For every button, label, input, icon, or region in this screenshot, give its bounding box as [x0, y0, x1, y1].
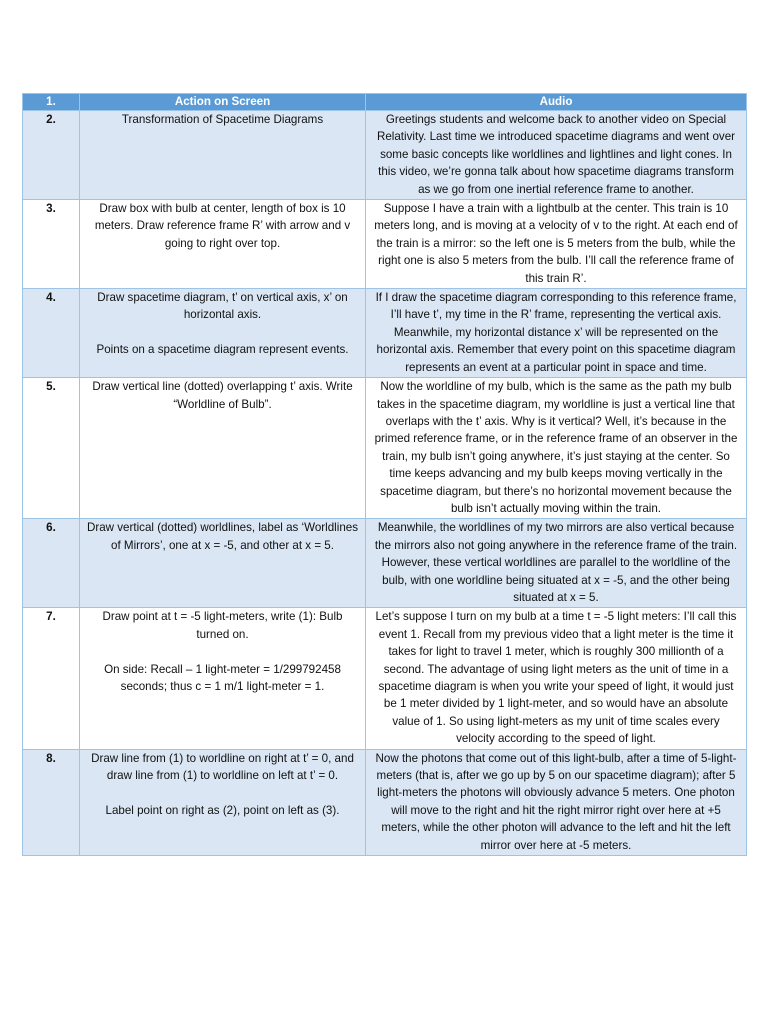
- action-text: Draw vertical line (dotted) overlapping t’ axis. Write “Worldline of Bulb”.: [92, 380, 353, 411]
- row-number: 8.: [23, 749, 80, 855]
- action-text: Draw vertical (dotted) worldlines, label as ‘Worldlines of Mirrors’, one at x = -5, and other at x = 5.: [86, 521, 359, 552]
- action-text: Draw point at t = -5 light-meters, write (1): Bulb turned on.: [102, 610, 343, 641]
- audio-cell: Suppose I have a train with a lightbulb at the center. This train is 10 meters long, and is moving at a velocity of v to the right. At each end of the train is a mirror: so the left one is 5 meters from the bulb, while the right one is also 5 meters from the bulb. I’ll call the reference frame of this train R’.: [366, 200, 747, 289]
- table-header-row: [23, 94, 747, 111]
- action-text: Draw line from (1) to worldline on right at t’ = 0, and draw line from (1) to worldline on left at t’ = 0.: [91, 751, 354, 783]
- action-text: Label point on right as (2), point on left as (3).: [105, 803, 340, 817]
- audio-cell: Let’s suppose I turn on my bulb at a time t = -5 light meters: I’ll call this event 1. Recall from my previous video that a light meter is the time it takes for light to travel 1 meter, which is roughly 300 millionth of a second. The advantage of using light meters as the unit of time in a spacetime diagram is when you write your speed of light, it would just be 1 meter divided by 1 light-meter, and so would have an absolute value of 1. So using light-meters as my unit of time scales every velocity according to the speed of light.: [366, 608, 747, 749]
- header-number: 1.: [23, 94, 80, 111]
- table-row: [23, 111, 747, 200]
- action-text: On side: Recall – 1 light-meter = 1/299792458 seconds; thus c = 1 m/1 light-meter = 1.: [104, 662, 341, 693]
- table-row: [23, 519, 747, 608]
- table-row: [23, 378, 747, 519]
- action-cell: [80, 519, 366, 608]
- action-text: Draw box with bulb at center, length of box is 10 meters. Draw reference frame R’ with arrow and v going to right over top.: [94, 202, 351, 250]
- action-cell: [80, 749, 366, 855]
- action-cell: [80, 111, 366, 200]
- action-text: Transformation of Spacetime Diagrams: [121, 113, 324, 126]
- audio-cell: Now the photons that come out of this light-bulb, after a time of 5-light-meters (that is, after we go up by 5 on our spacetime diagram); after 5 light-meters the photons will obviously advance 5 meters. One photon will move to the right and hit the right mirror right over here at +5 meters, while the other photon will advance to the left and hit the left mirror over here at -5 meters.: [366, 749, 747, 855]
- audio-cell: Greetings students and welcome back to another video on Special Relativity. Last time we introduced spacetime diagrams and went over some basic concepts like worldlines and lightlines and light cones. In this video, we’re gonna talk about how spacetime diagrams transform as we go from one inertial reference frame to another.: [366, 111, 747, 200]
- row-number: 3.: [23, 200, 80, 289]
- audio-cell: If I draw the spacetime diagram corresponding to this reference frame, I’ll have t’, my time in the R’ frame, representing the vertical axis. Meanwhile, my horizontal distance x’ will be represented on the horizontal axis. Remember that every point on this spacetime diagram represents an event at a particular point in space and time.: [366, 289, 747, 378]
- table-row: [23, 749, 747, 855]
- table-row: [23, 289, 747, 378]
- row-number: 5.: [23, 378, 80, 519]
- action-cell: [80, 200, 366, 289]
- header-action-on-screen: Action on Screen: [80, 94, 366, 111]
- table-row: [23, 200, 747, 289]
- row-number: 4.: [23, 289, 80, 378]
- audio-cell: Now the worldline of my bulb, which is the same as the path my bulb takes in the spacetime diagram, my worldline is just a vertical line that overlaps with the t’ axis. Why is it vertical? Well, it’s because in the primed reference frame, or in the reference frame of an observer in the train, my bulb isn’t going anywhere, it’s just staying at the center. So time keeps advancing and my bulb keeps moving vertically in the spacetime diagram, but there’s no horizontal movement because the bulb isn’t actually moving within the train.: [366, 378, 747, 519]
- action-text: Points on a spacetime diagram represent events.: [96, 343, 349, 357]
- table-row: [23, 608, 747, 749]
- action-cell: [80, 289, 366, 378]
- header-audio: Audio: [366, 94, 747, 111]
- action-cell: [80, 608, 366, 749]
- row-number: 7.: [23, 608, 80, 749]
- action-cell: [80, 378, 366, 519]
- script-table: [22, 93, 747, 856]
- row-number: 6.: [23, 519, 80, 608]
- audio-cell: Meanwhile, the worldlines of my two mirrors are also vertical because the mirrors also not going anywhere in the reference frame of the train. However, these vertical worldlines are parallel to the worldline of the bulb, with one worldline being situated at x = -5, and the other being situated at x = 5.: [366, 519, 747, 608]
- row-number: 2.: [23, 111, 80, 200]
- action-text: Draw spacetime diagram, t’ on vertical axis, x’ on horizontal axis.: [97, 291, 348, 322]
